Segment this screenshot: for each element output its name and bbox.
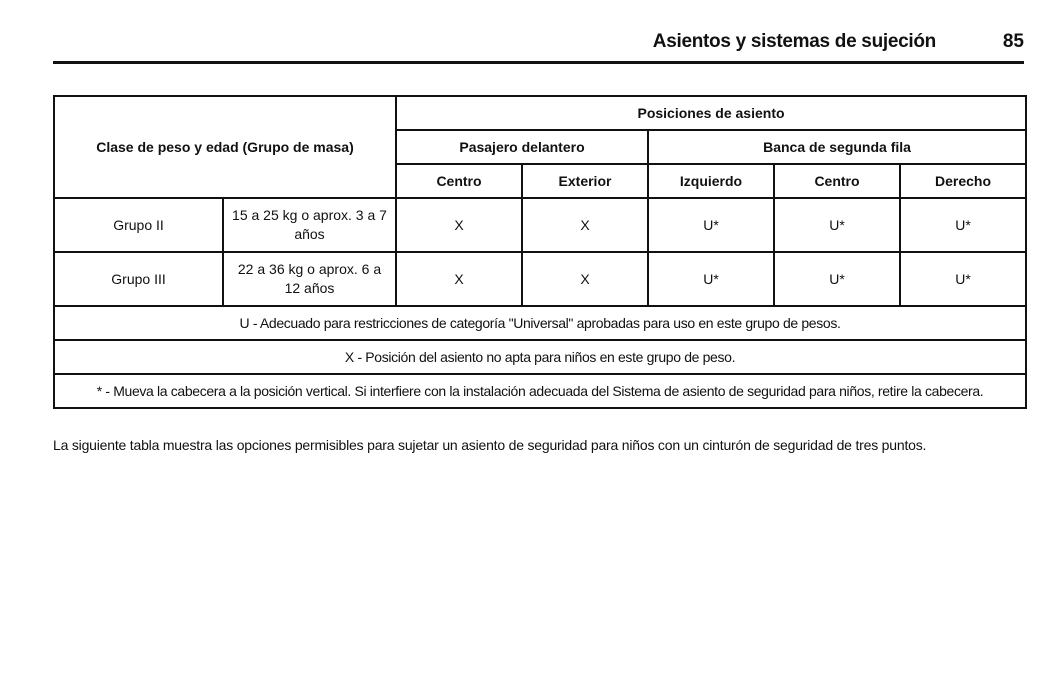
legend-note: X - Posición del asiento no apta para niños en este grupo de peso.: [54, 340, 1026, 374]
value-cell: U*: [900, 252, 1026, 306]
column-header: Exterior: [522, 164, 648, 198]
column-header: Derecho: [900, 164, 1026, 198]
legend-note: U - Adecuado para restricciones de categoría "Universal" aprobadas para uso en este grupo de pesos.: [54, 306, 1026, 340]
value-cell: X: [522, 252, 648, 306]
value-cell: X: [396, 252, 522, 306]
value-cell: U*: [648, 252, 774, 306]
value-cell: X: [522, 198, 648, 252]
column-header: Centro: [396, 164, 522, 198]
legend-note: * - Mueva la cabecera a la posición vertical. Si interfiere con la instalación adecuada del Sistema de asiento de seguridad para niños, retire la cabecera.: [54, 374, 1026, 408]
page-header: [53, 22, 1024, 64]
intro-paragraph: La siguiente tabla muestra las opciones permisibles para sujetar un asiento de seguridad para niños con un cinturón de seguridad de tres puntos.: [53, 437, 927, 453]
weight-cell: 15 a 25 kg o aprox. 3 a 7 años: [223, 198, 396, 252]
page-number: 85: [1002, 31, 1024, 52]
seating-positions-header: Posiciones de asiento: [396, 96, 1026, 130]
column-header: Izquierdo: [648, 164, 774, 198]
section-title: Asientos y sistemas de sujeción: [652, 31, 936, 52]
column-header: Centro: [774, 164, 900, 198]
group-cell: Grupo III: [54, 252, 223, 306]
value-cell: X: [396, 198, 522, 252]
value-cell: U*: [774, 198, 900, 252]
weight-class-header: Clase de peso y edad (Grupo de masa): [54, 96, 396, 198]
table-row: [54, 198, 1026, 252]
value-cell: U*: [648, 198, 774, 252]
value-cell: U*: [774, 252, 900, 306]
value-cell: U*: [900, 198, 1026, 252]
second-row-header: Banca de segunda fila: [648, 130, 1026, 164]
child-seat-table: [53, 95, 1027, 409]
weight-cell: 22 a 36 kg o aprox. 6 a 12 años: [223, 252, 396, 306]
group-cell: Grupo II: [54, 198, 223, 252]
front-passenger-header: Pasajero delantero: [396, 130, 648, 164]
table-row: [54, 252, 1026, 306]
